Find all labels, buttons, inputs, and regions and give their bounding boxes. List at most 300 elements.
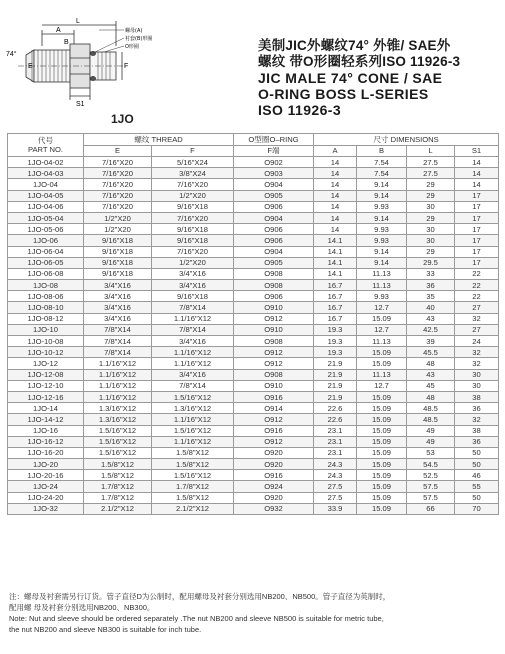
table-row (8, 257, 499, 268)
fitting-diagram (4, 10, 154, 110)
cell-dim-l: 66 (407, 503, 455, 514)
cell-part-no: 1JO-20 (8, 459, 84, 470)
cell-dim-a: 16.7 (314, 313, 357, 324)
cell-dim-a: 24.3 (314, 470, 357, 481)
cell-part-no: 1JO-12-08 (8, 369, 84, 380)
cell-thread-e: 9/16"X18 (84, 257, 152, 268)
cell-dim-s1: 50 (455, 492, 499, 503)
cell-thread-f: 1.5/16"X12 (152, 470, 234, 481)
cell-oring: O914 (234, 403, 314, 414)
cell-thread-e: 1.1/16"X12 (84, 358, 152, 369)
cell-dim-a: 22.6 (314, 414, 357, 425)
note-cn-line-1: 注：螺母及衬套需另行订货。管子直径D为公制时，配用螺母及衬套分别选用NB200、NB500。管子直径为英制时， (9, 592, 391, 601)
cell-part-no: 1JO-04-06 (8, 201, 84, 212)
cell-dim-a: 21.9 (314, 391, 357, 402)
cell-thread-f: 1.1/16"X12 (152, 414, 234, 425)
cell-dim-a: 14 (314, 212, 357, 223)
cell-dim-l: 54.5 (407, 459, 455, 470)
cell-oring: O920 (234, 492, 314, 503)
cell-dim-s1: 17 (455, 201, 499, 212)
table-row (8, 358, 499, 369)
cell-dim-a: 23.1 (314, 436, 357, 447)
cell-dim-l: 33 (407, 268, 455, 279)
cell-dim-s1: 32 (455, 347, 499, 358)
title-cn-line-2: 螺纹 带O形圈轻系列ISO 11926-3 (258, 54, 461, 69)
spec-table (7, 133, 499, 515)
cell-dim-a: 23.1 (314, 447, 357, 458)
cell-dim-l: 48.5 (407, 414, 455, 425)
cell-dim-b: 9.93 (357, 235, 407, 246)
cell-dim-s1: 17 (455, 235, 499, 246)
cell-thread-f: 3/4"X16 (152, 268, 234, 279)
cell-thread-e: 7/8"X14 (84, 336, 152, 347)
table-row (8, 224, 499, 235)
note-en-line-1: Note: Nut and sleeve should be ordered separately .The nut NB200 and sleeve NB500 is suitable for metric tube, (9, 614, 384, 623)
cell-oring: O916 (234, 391, 314, 402)
cell-oring: O916 (234, 470, 314, 481)
cell-dim-b: 15.09 (357, 347, 407, 358)
cell-dim-s1: 24 (455, 336, 499, 347)
cell-thread-f: 9/16"X18 (152, 291, 234, 302)
cell-oring: O916 (234, 425, 314, 436)
cell-oring: O920 (234, 447, 314, 458)
cell-dim-s1: 17 (455, 224, 499, 235)
cell-dim-b: 9.14 (357, 257, 407, 268)
cell-dim-b: 12.7 (357, 324, 407, 335)
table-row (8, 403, 499, 414)
cell-part-no: 1JO-04-02 (8, 157, 84, 168)
cell-dim-l: 53 (407, 447, 455, 458)
cell-thread-f: 9/16"X18 (152, 224, 234, 235)
cell-part-no: 1JO-24-20 (8, 492, 84, 503)
cell-oring: O908 (234, 268, 314, 279)
title-cn-line-1: 美制JIC外螺纹74° 外锥/ SAE外 (258, 38, 451, 53)
cell-dim-a: 14 (314, 224, 357, 235)
cell-dim-a: 14.1 (314, 268, 357, 279)
cell-thread-f: 7/8"X14 (152, 380, 234, 391)
cell-thread-e: 7/8"X14 (84, 324, 152, 335)
cell-thread-e: 1.5/8"X12 (84, 459, 152, 470)
cell-dim-l: 40 (407, 302, 455, 313)
cell-oring: O910 (234, 380, 314, 391)
dim-b-label: B (64, 39, 69, 46)
cell-dim-a: 19.3 (314, 324, 357, 335)
cell-dim-l: 27.5 (407, 157, 455, 168)
cell-oring: O902 (234, 157, 314, 168)
cell-dim-b: 15.09 (357, 414, 407, 425)
cell-oring: O908 (234, 280, 314, 291)
cell-thread-f: 1.1/16"X12 (152, 347, 234, 358)
title-en-line-2: O-RING BOSS L-SERIES (258, 86, 429, 102)
header-oring: O型圈O–RING (234, 134, 314, 146)
cell-oring: O904 (234, 212, 314, 223)
cell-dim-a: 21.9 (314, 358, 357, 369)
cell-dim-s1: 46 (455, 470, 499, 481)
cell-dim-s1: 17 (455, 257, 499, 268)
cell-oring: O910 (234, 324, 314, 335)
cell-thread-e: 7/16"X20 (84, 201, 152, 212)
cell-dim-b: 15.09 (357, 503, 407, 514)
cell-part-no: 1JO-04-03 (8, 168, 84, 179)
cell-dim-b: 9.14 (357, 212, 407, 223)
cell-thread-e: 9/16"X18 (84, 246, 152, 257)
cell-part-no: 1JO-08-12 (8, 313, 84, 324)
cell-part-no: 1JO-12 (8, 358, 84, 369)
cell-oring: O906 (234, 291, 314, 302)
cell-part-no: 1JO-05-06 (8, 224, 84, 235)
cell-dim-a: 14.1 (314, 235, 357, 246)
cell-dim-b: 15.09 (357, 459, 407, 470)
cell-thread-e: 7/16"X20 (84, 190, 152, 201)
cell-oring: O906 (234, 235, 314, 246)
cell-dim-l: 49 (407, 425, 455, 436)
cell-thread-e: 7/8"X14 (84, 347, 152, 358)
cell-oring: O906 (234, 201, 314, 212)
table-row (8, 179, 499, 190)
cell-part-no: 1JO-08-06 (8, 291, 84, 302)
cell-dim-b: 9.93 (357, 224, 407, 235)
cell-thread-f: 3/4"X16 (152, 369, 234, 380)
cell-oring: O912 (234, 313, 314, 324)
cell-thread-f: 9/16"X18 (152, 201, 234, 212)
cell-dim-a: 14 (314, 201, 357, 212)
cell-dim-s1: 14 (455, 157, 499, 168)
cell-thread-e: 1.5/16"X12 (84, 447, 152, 458)
cell-thread-f: 9/16"X18 (152, 235, 234, 246)
table-row (8, 447, 499, 458)
cell-dim-a: 22.6 (314, 403, 357, 414)
cell-dim-a: 16.7 (314, 302, 357, 313)
table-row (8, 503, 499, 514)
title-en-line-3: ISO 11926-3 (258, 102, 342, 118)
table-row (8, 436, 499, 447)
cell-thread-e: 3/4"X16 (84, 302, 152, 313)
header-part-no-en: PART NO. (27, 145, 64, 154)
header-l: L (407, 145, 455, 157)
cell-oring: O910 (234, 302, 314, 313)
cell-thread-f: 1/2"X20 (152, 190, 234, 201)
cell-thread-f: 7/8"X14 (152, 302, 234, 313)
cell-thread-f: 1.5/8"X12 (152, 459, 234, 470)
product-title (258, 38, 503, 118)
cell-thread-f: 1.1/16"X12 (152, 313, 234, 324)
cell-dim-b: 15.09 (357, 313, 407, 324)
cell-dim-b: 15.09 (357, 358, 407, 369)
cell-dim-b: 15.09 (357, 481, 407, 492)
cell-dim-s1: 22 (455, 291, 499, 302)
cell-dim-b: 15.09 (357, 436, 407, 447)
table-row (8, 336, 499, 347)
table-row (8, 268, 499, 279)
cell-dim-l: 29.5 (407, 257, 455, 268)
dim-l-label: L (76, 18, 80, 25)
header-b: B (357, 145, 407, 157)
cell-part-no: 1JO-24 (8, 481, 84, 492)
cell-dim-a: 27.5 (314, 492, 357, 503)
cell-thread-e: 3/4"X16 (84, 313, 152, 324)
cell-dim-l: 30 (407, 224, 455, 235)
cell-dim-l: 45 (407, 380, 455, 391)
cell-oring: O906 (234, 224, 314, 235)
cell-dim-l: 42.5 (407, 324, 455, 335)
cell-dim-l: 29 (407, 212, 455, 223)
cell-dim-l: 29 (407, 179, 455, 190)
cell-dim-a: 14 (314, 168, 357, 179)
cell-dim-a: 16.7 (314, 280, 357, 291)
cell-dim-b: 12.7 (357, 380, 407, 391)
cell-oring: O905 (234, 190, 314, 201)
cell-dim-l: 57.5 (407, 492, 455, 503)
cell-oring: O904 (234, 179, 314, 190)
cell-dim-s1: 22 (455, 280, 499, 291)
cell-thread-e: 3/4"X16 (84, 291, 152, 302)
note-en-line-2: the nut NB200 and sleeve NB300 is suitable for inch tube. (9, 625, 202, 634)
cell-dim-s1: 30 (455, 380, 499, 391)
cell-dim-b: 9.14 (357, 190, 407, 201)
cell-thread-f: 1.7/8"X12 (152, 481, 234, 492)
cell-oring: O912 (234, 436, 314, 447)
table-row (8, 492, 499, 503)
cell-part-no: 1JO-14-12 (8, 414, 84, 425)
cell-oring: O912 (234, 358, 314, 369)
cell-oring: O903 (234, 168, 314, 179)
cell-dim-b: 15.09 (357, 391, 407, 402)
cell-part-no: 1JO-12-10 (8, 380, 84, 391)
cell-thread-f: 7/8"X14 (152, 324, 234, 335)
cell-thread-e: 7/16"X20 (84, 168, 152, 179)
cell-dim-s1: 38 (455, 425, 499, 436)
cell-part-no: 1JO-16-12 (8, 436, 84, 447)
table-row (8, 291, 499, 302)
header-dimensions: 尺寸 DIMENSIONS (314, 134, 499, 146)
cell-thread-e: 1.5/8"X12 (84, 470, 152, 481)
cell-part-no: 1JO-08-10 (8, 302, 84, 313)
cell-thread-f: 1.5/8"X12 (152, 492, 234, 503)
cell-thread-f: 1/2"X20 (152, 257, 234, 268)
cell-dim-s1: 17 (455, 212, 499, 223)
cell-dim-s1: 32 (455, 313, 499, 324)
cell-dim-l: 57.5 (407, 481, 455, 492)
cell-dim-a: 14.1 (314, 257, 357, 268)
table-row (8, 481, 499, 492)
dim-a-label: A (56, 27, 61, 34)
cell-dim-b: 9.93 (357, 291, 407, 302)
table-row (8, 168, 499, 179)
header-part-no (8, 134, 84, 157)
cell-dim-l: 36 (407, 280, 455, 291)
cell-part-no: 1JO-08 (8, 280, 84, 291)
cell-part-no: 1JO-16-20 (8, 447, 84, 458)
cell-dim-a: 14 (314, 179, 357, 190)
cell-dim-l: 30 (407, 235, 455, 246)
cell-dim-s1: 36 (455, 403, 499, 414)
table-row (8, 235, 499, 246)
cell-thread-f: 1.5/16"X12 (152, 425, 234, 436)
cell-part-no: 1JO-06-05 (8, 257, 84, 268)
cell-part-no: 1JO-16 (8, 425, 84, 436)
cell-thread-f: 7/16"X20 (152, 212, 234, 223)
table-row (8, 201, 499, 212)
header-e: E (84, 145, 152, 157)
cell-dim-l: 48 (407, 358, 455, 369)
dim-s1-label: S1 (76, 101, 85, 108)
header-f-seal: F端 (234, 145, 314, 157)
cell-dim-b: 9.93 (357, 201, 407, 212)
cell-dim-l: 45.5 (407, 347, 455, 358)
angle-label: 74° (6, 51, 17, 58)
header-a: A (314, 145, 357, 157)
title-en-line-1: JIC MALE 74° CONE / SAE (258, 70, 443, 86)
cell-dim-a: 24.3 (314, 459, 357, 470)
table-row (8, 459, 499, 470)
cell-dim-a: 14.1 (314, 246, 357, 257)
cell-oring: O912 (234, 347, 314, 358)
cell-dim-b: 11.13 (357, 336, 407, 347)
cell-thread-e: 1.1/16"X12 (84, 391, 152, 402)
cell-dim-a: 21.9 (314, 380, 357, 391)
cell-dim-l: 30 (407, 201, 455, 212)
header-f: F (152, 145, 234, 157)
table-row (8, 369, 499, 380)
table-row (8, 414, 499, 425)
cell-part-no: 1JO-10-08 (8, 336, 84, 347)
cell-oring: O924 (234, 481, 314, 492)
cell-part-no: 1JO-20-16 (8, 470, 84, 481)
cell-thread-e: 9/16"X18 (84, 235, 152, 246)
table-row (8, 157, 499, 168)
dim-e-label: E (28, 63, 33, 70)
cell-dim-l: 29 (407, 246, 455, 257)
cell-part-no: 1JO-10 (8, 324, 84, 335)
cell-dim-s1: 27 (455, 324, 499, 335)
cell-dim-a: 19.3 (314, 347, 357, 358)
cell-dim-b: 15.09 (357, 425, 407, 436)
cell-dim-a: 14 (314, 190, 357, 201)
cell-dim-l: 49 (407, 436, 455, 447)
cell-thread-f: 1.3/16"X12 (152, 403, 234, 414)
cell-oring: O908 (234, 369, 314, 380)
cell-thread-e: 7/16"X20 (84, 157, 152, 168)
table-row (8, 246, 499, 257)
cell-thread-f: 2.1/2"X12 (152, 503, 234, 514)
cell-dim-l: 43 (407, 369, 455, 380)
cell-dim-a: 21.9 (314, 369, 357, 380)
note-cn-line-2: 配用螺 母及衬套分别选用NB200、NB300。 (9, 603, 155, 612)
ring-label: 衬套(B)形圈 (125, 36, 153, 42)
cell-dim-a: 23.1 (314, 425, 357, 436)
cell-part-no: 1JO-06 (8, 235, 84, 246)
nut-label: 螺母(A) (125, 28, 143, 34)
cell-thread-f: 3/8"X24 (152, 168, 234, 179)
cell-thread-e: 1.5/16"X12 (84, 436, 152, 447)
cell-part-no: 1JO-06-04 (8, 246, 84, 257)
cell-thread-f: 3/4"X16 (152, 336, 234, 347)
cell-dim-b: 15.09 (357, 447, 407, 458)
cell-part-no: 1JO-14 (8, 403, 84, 414)
cell-dim-l: 35 (407, 291, 455, 302)
cell-dim-a: 33.9 (314, 503, 357, 514)
cell-dim-b: 11.13 (357, 280, 407, 291)
cell-dim-s1: 30 (455, 369, 499, 380)
table-row (8, 212, 499, 223)
cell-thread-f: 3/4"X16 (152, 280, 234, 291)
cell-thread-e: 1.5/16"X12 (84, 425, 152, 436)
cell-dim-s1: 55 (455, 481, 499, 492)
cell-part-no: 1JO-04 (8, 179, 84, 190)
header-s1: S1 (455, 145, 499, 157)
table-row (8, 470, 499, 481)
cell-dim-b: 12.7 (357, 302, 407, 313)
cell-thread-e: 1.1/16"X12 (84, 369, 152, 380)
table-row (8, 313, 499, 324)
header-thread: 螺纹 THREAD (84, 134, 234, 146)
cell-thread-e: 1.1/16"X12 (84, 380, 152, 391)
cell-part-no: 1JO-06-08 (8, 268, 84, 279)
cell-thread-f: 7/16"X20 (152, 246, 234, 257)
cell-dim-s1: 50 (455, 459, 499, 470)
table-row (8, 380, 499, 391)
cell-oring: O912 (234, 414, 314, 425)
cell-part-no: 1JO-32 (8, 503, 84, 514)
table-row (8, 347, 499, 358)
cell-dim-s1: 50 (455, 447, 499, 458)
cell-part-no: 1JO-05-04 (8, 212, 84, 223)
cell-thread-f: 1.1/16"X12 (152, 436, 234, 447)
cell-part-no: 1JO-12-16 (8, 391, 84, 402)
cell-thread-f: 1.5/8"X12 (152, 447, 234, 458)
cell-oring: O920 (234, 459, 314, 470)
cell-oring: O905 (234, 257, 314, 268)
table-row (8, 391, 499, 402)
cell-thread-f: 5/16"X24 (152, 157, 234, 168)
table-row (8, 190, 499, 201)
cell-dim-l: 39 (407, 336, 455, 347)
cell-thread-e: 1/2"X20 (84, 212, 152, 223)
cell-dim-b: 9.14 (357, 179, 407, 190)
cell-part-no: 1JO-10-12 (8, 347, 84, 358)
cell-dim-b: 11.13 (357, 268, 407, 279)
cell-thread-e: 1.7/8"X12 (84, 481, 152, 492)
cell-dim-b: 15.09 (357, 470, 407, 481)
cell-thread-e: 9/16"X18 (84, 268, 152, 279)
header-part-no-cn: 代号 (37, 136, 54, 145)
cell-dim-a: 14 (314, 157, 357, 168)
cell-part-no: 1JO-04-05 (8, 190, 84, 201)
cell-dim-s1: 14 (455, 168, 499, 179)
cell-dim-l: 29 (407, 190, 455, 201)
cell-dim-s1: 17 (455, 246, 499, 257)
cell-thread-e: 7/16"X20 (84, 179, 152, 190)
table-row (8, 302, 499, 313)
cell-dim-s1: 27 (455, 302, 499, 313)
dim-f-label: F (124, 63, 129, 70)
spec-table-body (8, 157, 499, 515)
cell-dim-a: 19.3 (314, 336, 357, 347)
notes (9, 591, 499, 635)
cell-dim-s1: 70 (455, 503, 499, 514)
model-code: 1JO (111, 112, 134, 126)
table-row (8, 324, 499, 335)
cell-dim-a: 16.7 (314, 291, 357, 302)
cell-thread-e: 2.1/2"X12 (84, 503, 152, 514)
oring-label: O形圈 (125, 44, 139, 50)
cell-dim-s1: 14 (455, 179, 499, 190)
cell-thread-f: 1.1/16"X12 (152, 358, 234, 369)
cell-dim-s1: 38 (455, 391, 499, 402)
cell-dim-s1: 32 (455, 414, 499, 425)
cell-oring: O908 (234, 336, 314, 347)
cell-thread-e: 1.3/16"X12 (84, 414, 152, 425)
